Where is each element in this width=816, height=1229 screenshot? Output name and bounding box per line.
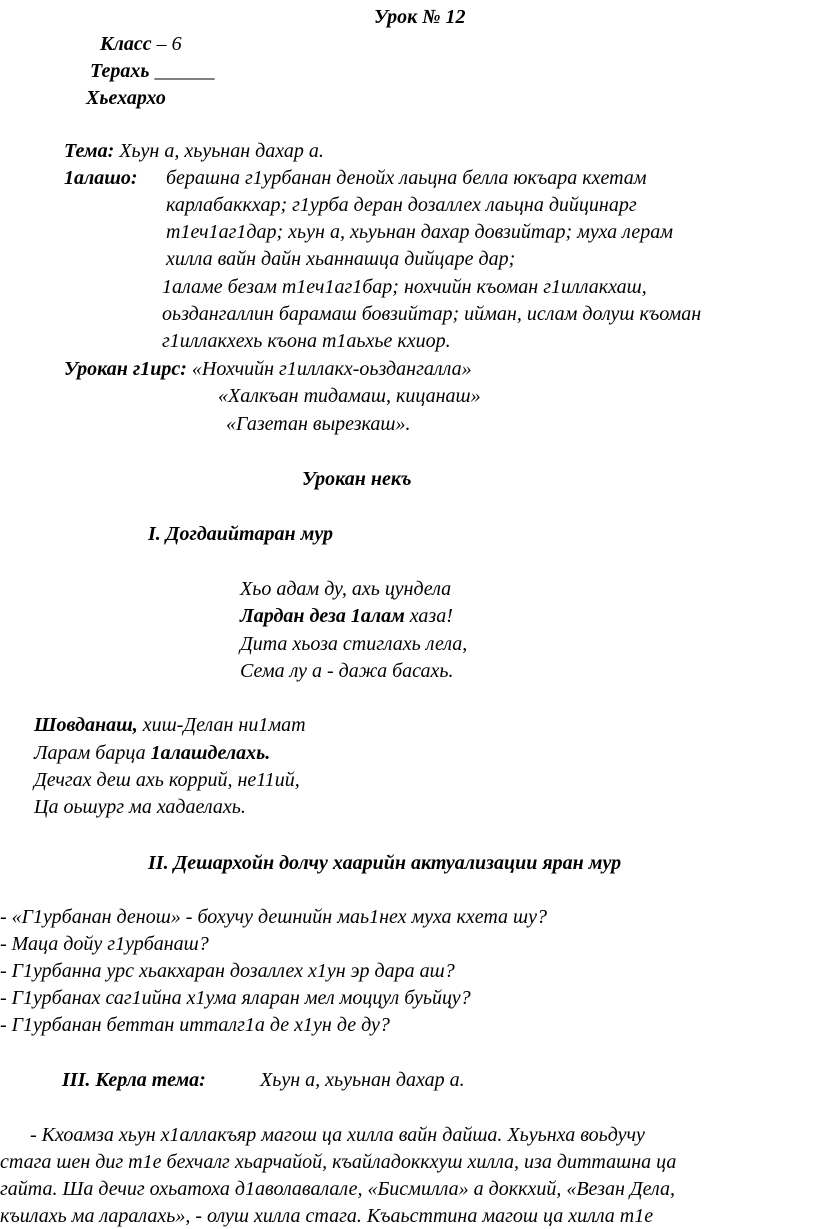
poem-line: Ца оьшург ма хадаелахь. xyxy=(34,796,246,818)
poem-line xyxy=(240,603,453,629)
goals-label: 1алашо: xyxy=(64,167,138,189)
goals-line: г1иллакхехь къона т1аьхье кхиор. xyxy=(162,330,451,352)
poem-line xyxy=(34,712,306,738)
topic-area: Хьехархо xyxy=(86,87,166,109)
question-item: - «Г1урбанан денош» - бохучу дешнийн маь1нех муха кхета шу? xyxy=(0,906,547,928)
equipment-line xyxy=(64,356,472,382)
poem-line: Дечгах деш ахь коррий, не11ий, xyxy=(34,769,300,791)
lesson-flow-title: Урокан некъ xyxy=(302,468,412,490)
equipment-item: «Нохчийн г1иллакх-оьздангалла» xyxy=(191,358,472,380)
question-item: - Г1урбанна урс хьакхаран дозаллех х1ун эр дара аш? xyxy=(0,960,455,982)
poem-line xyxy=(34,740,270,766)
question-item: - Маца дойу г1урбанаш? xyxy=(0,933,209,955)
paragraph-line: къилахь ма ларалахь», - олуш хилла стага. Къаьсттина магош ца хилла т1е xyxy=(0,1205,654,1227)
goals-line: т1еч1аг1дар; хьун а, хьуьнан дахар довзийтар; муха лерам xyxy=(166,221,674,243)
poem-text: хиш-Делан ни1мат xyxy=(137,714,306,736)
poem-emphasis: 1алашделахь. xyxy=(150,742,271,764)
poem-emphasis: Шовданаш, xyxy=(34,714,138,736)
poem-text: хаза! xyxy=(404,605,453,627)
goals-line: берашна г1урбанан денойх лаьцна белла юкъара кхетам xyxy=(166,167,647,189)
paragraph-line: гайта. Ша дечиг охьатоха д1аволавалале, «Бисмилла» а доккхий, «Везан Дела, xyxy=(0,1178,675,1200)
date-blank: ______ xyxy=(154,60,215,82)
tema-line xyxy=(64,138,324,164)
section3-title: III. Керла тема: xyxy=(62,1069,206,1091)
goals-line: хилла вайн дайн хьаннашца дийцаре дар; xyxy=(166,248,516,270)
paragraph-line: - Кхоамза хьун х1аллакъяр магош ца хилла вайн дайша. Хьуьнха воьдучу xyxy=(30,1124,645,1146)
equipment-item: «Газетан вырезкаш». xyxy=(226,413,411,435)
lesson-number: Урок № 12 xyxy=(374,6,466,28)
paragraph-line: стага шен диг т1е бехчалг хьарчайой, къайладоккхуш хилла, иза дитташна ца xyxy=(0,1151,677,1173)
goals-line: карлабаккхар; г1урба деран дозаллех лаьцна дийцинарг xyxy=(166,194,637,216)
equipment-item: «Халкъан тидамаш, кицанаш» xyxy=(218,385,481,407)
date-label: Терахь xyxy=(90,60,150,82)
equipment-label: Урокан г1ирс: xyxy=(64,358,187,380)
poem-line: Дита хьоза стиглахь лела, xyxy=(240,633,468,655)
section3-topic: Хьун а, хьуьнан дахар а. xyxy=(260,1069,465,1091)
section2-title: II. Дешархойн долчу хаарийн актуализации яран мур xyxy=(148,852,622,874)
date-line xyxy=(90,58,215,84)
class-label: Класс xyxy=(100,33,152,55)
poem-emphasis: Лардан деза 1алам xyxy=(240,605,405,627)
class-value: – 6 xyxy=(156,33,182,55)
question-item: - Г1урбанан беттан итталг1а де х1ун де ду? xyxy=(0,1014,390,1036)
tema-label: Тема: xyxy=(64,140,115,162)
class-line xyxy=(100,31,182,57)
poem-text: Ларам барца xyxy=(34,742,151,764)
question-item: - Г1урбанах саг1ийна х1ума яларан мел моццул буьйцу? xyxy=(0,987,471,1009)
poem-line: Сема лу а - дажа басахь. xyxy=(240,660,454,682)
section1-title: I. Догдаийтаран мур xyxy=(148,523,333,545)
goals-line: 1аламе безам т1еч1аг1бар; нохчийн къоман г1иллакхаш, xyxy=(162,276,647,298)
goals-line: оьздангаллин барамаш бовзийтар; ийман, ислам долуш къоман xyxy=(162,303,702,325)
poem-line: Хьо адам ду, ахь цундела xyxy=(240,578,452,600)
tema-value: Хьун а, хьуьнан дахар а. xyxy=(119,140,324,162)
